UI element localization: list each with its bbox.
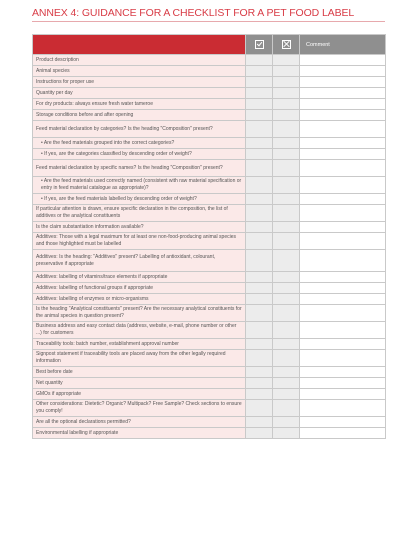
check-cell[interactable] [246,283,273,294]
row-description: • Are the feed materials used correctly named (consistent with raw material specification or entry in feed material catalogue as appropriate)? [33,177,246,194]
cross-cell[interactable] [273,428,300,439]
table-row [33,305,386,322]
table-row [33,177,386,194]
table-row [33,294,386,305]
comment-cell[interactable] [300,110,386,121]
cross-cell[interactable] [273,160,300,177]
comment-cell[interactable] [300,378,386,389]
cross-cell[interactable] [273,250,300,272]
row-description: Are all the optional declarations permitted? [33,417,246,428]
check-cell[interactable] [246,99,273,110]
row-description: Additives: labelling of functional groups if appropriate [33,283,246,294]
cross-cell[interactable] [273,88,300,99]
row-description: • If yes, are the feed materials labelled by descending order of weight? [33,194,246,205]
check-cell[interactable] [246,194,273,205]
cross-cell[interactable] [273,205,300,222]
comment-cell[interactable] [300,205,386,222]
cross-cell[interactable] [273,138,300,149]
row-description: Business address and easy contact data (address, website, e-mail, phone number or other ...) for customers [33,322,246,339]
check-cell[interactable] [246,350,273,367]
table-row [33,205,386,222]
row-description: Animal species [33,66,246,77]
check-cell[interactable] [246,88,273,99]
check-cell[interactable] [246,428,273,439]
table-row [33,283,386,294]
row-description: Product description [33,55,246,66]
table-row [33,121,386,138]
row-description: Other considerations: Dietetic? Organic? Multipack? Free Sample? Check sections to ensure you comply! [33,400,246,417]
comment-cell[interactable] [300,350,386,367]
cross-cell[interactable] [273,66,300,77]
table-row [33,99,386,110]
comment-cell[interactable] [300,121,386,138]
row-description: Storage conditions before and after opening [33,110,246,121]
checkbox-cross-icon [282,40,291,49]
comment-cell[interactable] [300,99,386,110]
comment-cell[interactable] [300,149,386,160]
table-row [33,428,386,439]
cross-cell[interactable] [273,194,300,205]
table-row [33,272,386,283]
cross-cell[interactable] [273,305,300,322]
comment-cell[interactable] [300,283,386,294]
comment-cell[interactable] [300,177,386,194]
check-cell[interactable] [246,160,273,177]
table-row [33,55,386,66]
row-description: Additives: labelling of vitamins/trace elements if appropriate [33,272,246,283]
comment-cell[interactable] [300,222,386,233]
comment-cell[interactable] [300,389,386,400]
cross-cell[interactable] [273,367,300,378]
check-cell[interactable] [246,417,273,428]
cross-cell[interactable] [273,400,300,417]
check-cell[interactable] [246,378,273,389]
row-description: Additives: labelling of enzymes or micro-organisms [33,294,246,305]
table-row [33,138,386,149]
comment-cell[interactable] [300,77,386,88]
cross-cell[interactable] [273,177,300,194]
row-description: • If yes, are the categories classified by descending order of weight? [33,149,246,160]
comment-cell[interactable] [300,322,386,339]
row-description: For dry products: always ensure fresh water tameroe [33,99,246,110]
comment-cell[interactable] [300,160,386,177]
row-description: • Are the feed materials grouped into the correct categories? [33,138,246,149]
row-description: If particular attention is drawn, ensure specific declaration in the composition, the list of additives or the analytical constituents [33,205,246,222]
check-cell[interactable] [246,339,273,350]
cross-cell[interactable] [273,283,300,294]
table-row [33,417,386,428]
cross-cell[interactable] [273,294,300,305]
check-cell[interactable] [246,205,273,222]
comment-cell[interactable] [300,400,386,417]
table-row [33,367,386,378]
row-description: Traceability tools: batch number, establishment approval number [33,339,246,350]
comment-cell[interactable] [300,88,386,99]
table-row [33,350,386,367]
check-cell[interactable] [246,222,273,233]
comment-cell[interactable] [300,272,386,283]
cross-cell[interactable] [273,121,300,138]
table-row [33,250,386,272]
row-description: Environmental labelling if appropriate [33,428,246,439]
cross-cell[interactable] [273,417,300,428]
check-cell[interactable] [246,294,273,305]
comment-cell[interactable] [300,305,386,322]
checklist-body [33,55,386,439]
row-description: Additives: Those with a legal maximum for at least one non-food-producing animal species and those highlighted must be labelled [33,233,246,250]
row-description: Quantity per day [33,88,246,99]
table-row [33,378,386,389]
table-row [33,110,386,121]
row-description: Net quantity [33,378,246,389]
header-comment-cell: Comment [300,35,386,55]
table-row [33,194,386,205]
row-description: Best before date [33,367,246,378]
cross-cell[interactable] [273,55,300,66]
check-cell[interactable] [246,322,273,339]
cross-cell[interactable] [273,339,300,350]
row-description: Feed material declaration by categories? Is the heading "Composition" present? [33,121,246,138]
checkbox-tick-icon [255,40,264,49]
cross-cell[interactable] [273,149,300,160]
cross-cell[interactable] [273,272,300,283]
table-row [33,389,386,400]
comment-cell[interactable] [300,138,386,149]
header-check-cell [246,35,273,55]
comment-cell[interactable] [300,250,386,272]
comment-cell[interactable] [300,66,386,77]
comment-cell[interactable] [300,55,386,66]
check-cell[interactable] [246,400,273,417]
header-description-cell [33,35,246,55]
checklist-table [32,34,386,439]
row-description: Feed material declaration by specific names? Is the heading "Composition" present? [33,160,246,177]
comment-cell[interactable] [300,367,386,378]
title-divider [32,21,385,22]
cross-cell[interactable] [273,110,300,121]
check-cell[interactable] [246,121,273,138]
check-cell[interactable] [246,367,273,378]
comment-cell[interactable] [300,339,386,350]
check-cell[interactable] [246,55,273,66]
check-cell[interactable] [246,138,273,149]
check-cell[interactable] [246,389,273,400]
check-cell[interactable] [246,149,273,160]
table-row [33,66,386,77]
comment-cell[interactable] [300,428,386,439]
row-description: Signpost statement if traceability tools are placed away from the other legally required information [33,350,246,367]
table-row [33,160,386,177]
check-cell[interactable] [246,250,273,272]
cross-cell[interactable] [273,233,300,250]
comment-cell[interactable] [300,417,386,428]
cross-cell[interactable] [273,378,300,389]
cross-cell[interactable] [273,222,300,233]
comment-cell[interactable] [300,194,386,205]
cross-cell[interactable] [273,350,300,367]
check-cell[interactable] [246,233,273,250]
check-cell[interactable] [246,272,273,283]
table-row [33,149,386,160]
row-description: Is the claim substantiation information available? [33,222,246,233]
check-cell[interactable] [246,66,273,77]
table-row [33,322,386,339]
header-cross-cell [273,35,300,55]
cross-cell[interactable] [273,322,300,339]
table-row [33,222,386,233]
comment-cell[interactable] [300,294,386,305]
check-cell[interactable] [246,77,273,88]
check-cell[interactable] [246,110,273,121]
cross-cell[interactable] [273,77,300,88]
row-description: Instructions for proper use [33,77,246,88]
table-row [33,77,386,88]
comment-cell[interactable] [300,233,386,250]
table-row [33,88,386,99]
check-cell[interactable] [246,177,273,194]
table-header-row [33,35,386,55]
cross-cell[interactable] [273,389,300,400]
row-description: Additives: Is the heading: "Additives" present? Labelling of antioxidant, colourant, preservative if appropriate [33,250,246,272]
table-row [33,400,386,417]
table-row [33,339,386,350]
cross-cell[interactable] [273,99,300,110]
table-row [33,233,386,250]
annex-title: ANNEX 4: GUIDANCE FOR A CHECKLIST FOR A PET FOOD LABEL [32,7,355,19]
check-cell[interactable] [246,305,273,322]
row-description: Is the heading "Analytical constituents" present? Are the necessary analytical constituents for the animal species in question present? [33,305,246,322]
row-description: GMOs if appropriate [33,389,246,400]
